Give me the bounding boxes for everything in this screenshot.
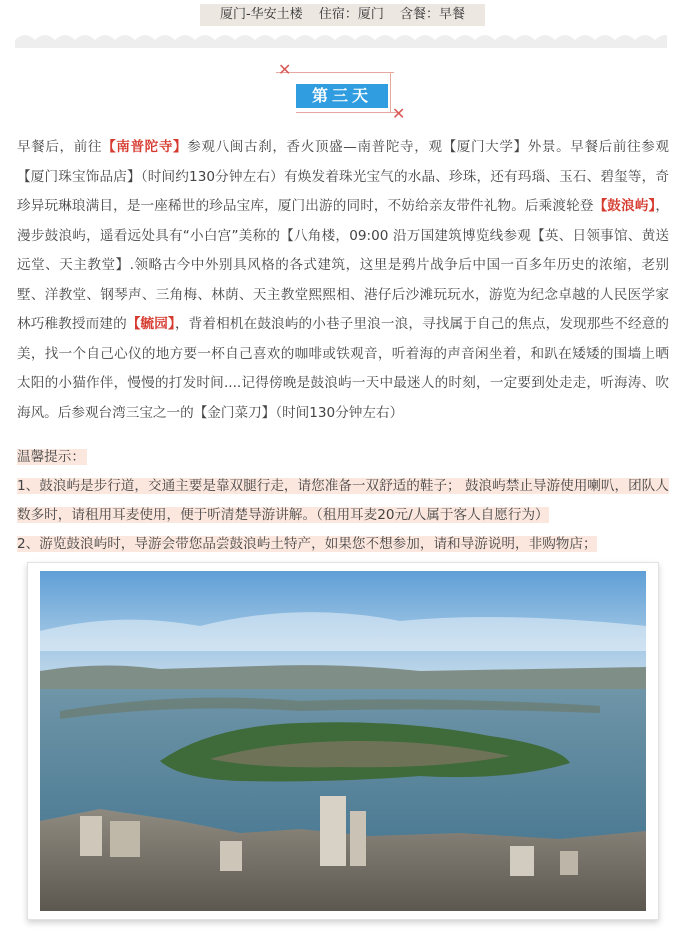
- highlight-gulangyu: 【鼓浪屿】: [593, 198, 656, 214]
- tip-item: 1、鼓浪屿是步行道，交通主要是靠双腿行走，请您准备一双舒适的鞋子； 鼓浪屿禁止导游使用喇叭，团队人数多时，请租用耳麦使用，便于听清楚导游讲解。（租用耳麦20元/人属于客人自愿行为）: [17, 478, 669, 523]
- highlight-nanputuo: 【南普陀寺】: [102, 139, 188, 155]
- highlight-yuyuan: 【毓园】: [126, 316, 175, 332]
- frame-line-right: [390, 72, 391, 112]
- route-label: 厦门-华安土楼: [219, 7, 303, 22]
- photo-frame: [27, 562, 659, 920]
- tip-item: 2、游览鼓浪屿时，导游会带您品尝鼓浪屿土特产，如果您不想参加，请和导游说明，非购物店；: [17, 536, 597, 552]
- cross-mark-icon: ✕: [392, 104, 406, 123]
- scallop-divider: [15, 30, 667, 48]
- itinerary-text-part: 早餐后，前往: [17, 139, 103, 155]
- top-banner: [200, 4, 485, 26]
- itinerary-text-part: ，漫步鼓浪屿，遥看远处具有“小白宫”美称的【八角楼，09:00 沿万国建筑博览线参观【英、日领事馆、黄送远堂、天主教堂】.领略古今中外别具风格的各式建筑，这里是鸦片战争后中国一百多年历史的浓缩，老别墅、洋教堂、钢琴声、三角梅、林荫、天主教堂熙熙相、港仔后沙滩玩玩水，游览为纪念卓越的人民医学家林巧稚教授而建的: [17, 198, 669, 332]
- itinerary-text-part: ，背着相机在鼓浪屿的小巷子里浪一浪，寻找属于自己的焦点，发现那些不经意的美，找一个自己心仪的地方要一杯自己喜欢的咖啡或铁观音，听着海的声音闲坐着，和趴在矮矮的围墙上晒太阳的小猫作伴，慢慢的打发时间....记得傍晚是鼓浪屿一天中最迷人的时刻，一定要到处走走，听海涛、吹海风。后参观台湾三宝之一的【金门菜刀】（时间130分钟左右）: [17, 316, 670, 421]
- day-heading: [276, 58, 416, 128]
- itinerary-text-part: 参观八闽古刹，香火顶盛—南普陀寺，观【厦门大学】外景。早餐后前往参观【厦门珠宝饰品店】（时间约130分钟左右）有焕发着珠光宝气的水晶、珍珠，还有玛瑙、玉石、碧玺等，奇珍异玩琳琅满目，是一座稀世的珍品宝库，厦门出游的同时，不妨给亲友带件礼物。后乘渡轮登: [17, 139, 670, 214]
- cross-mark-icon: ✕: [278, 60, 292, 79]
- tips-title: 温馨提示：: [17, 449, 85, 465]
- itinerary-text: [17, 133, 669, 428]
- frame-line-top: [276, 72, 394, 73]
- gulangyu-aerial-photo: [40, 571, 646, 911]
- meals-label: 含餐：早餐: [399, 7, 465, 22]
- day-title: 第三天: [296, 84, 388, 108]
- tips-section: [17, 443, 669, 559]
- frame-line-bottom: [296, 112, 400, 113]
- lodging-label: 住宿：厦门: [318, 7, 384, 22]
